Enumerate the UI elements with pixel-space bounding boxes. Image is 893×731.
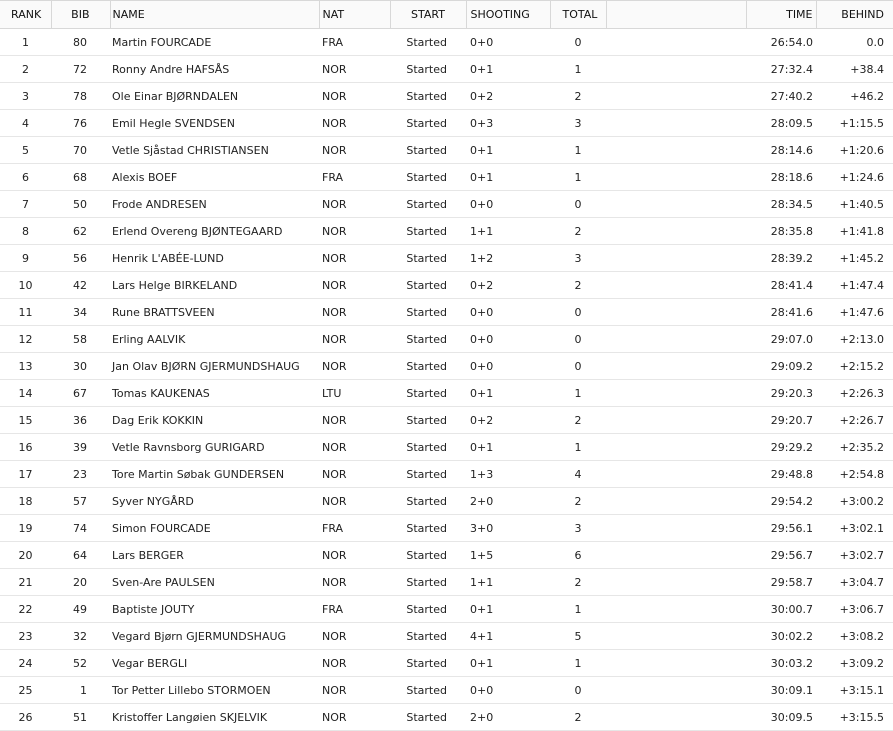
cell-time: 28:35.8: [746, 218, 816, 245]
cell-time: 29:54.2: [746, 488, 816, 515]
table-row: [0, 677, 893, 704]
cell-total: 2: [550, 488, 606, 515]
cell-nat: FRA: [319, 596, 390, 623]
cell-rank: 6: [0, 164, 51, 191]
cell-spacer: [606, 542, 746, 569]
cell-nat: NOR: [319, 407, 390, 434]
cell-total: 2: [550, 704, 606, 731]
cell-start: Started: [390, 407, 466, 434]
cell-rank: 25: [0, 677, 51, 704]
cell-total: 0: [550, 299, 606, 326]
cell-name: Vegar BERGLI: [110, 650, 319, 677]
cell-name: Tomas KAUKENAS: [110, 380, 319, 407]
cell-spacer: [606, 515, 746, 542]
cell-shooting: 0+2: [466, 407, 550, 434]
cell-rank: 1: [0, 29, 51, 56]
cell-behind: +3:15.1: [816, 677, 893, 704]
cell-rank: 20: [0, 542, 51, 569]
cell-total: 0: [550, 326, 606, 353]
cell-name: Jan Olav BJØRN GJERMUNDSHAUG: [110, 353, 319, 380]
cell-shooting: 0+1: [466, 650, 550, 677]
cell-shooting: 0+1: [466, 434, 550, 461]
cell-shooting: 2+0: [466, 704, 550, 731]
col-header-spacer: [606, 1, 746, 29]
cell-nat: NOR: [319, 272, 390, 299]
cell-time: 29:20.7: [746, 407, 816, 434]
cell-behind: +2:15.2: [816, 353, 893, 380]
cell-total: 1: [550, 650, 606, 677]
cell-behind: +1:40.5: [816, 191, 893, 218]
table-row: [0, 326, 893, 353]
table-row: [0, 488, 893, 515]
cell-spacer: [606, 704, 746, 731]
table-row: [0, 299, 893, 326]
cell-bib: 42: [51, 272, 110, 299]
cell-shooting: 1+5: [466, 542, 550, 569]
cell-start: Started: [390, 299, 466, 326]
cell-spacer: [606, 137, 746, 164]
cell-name: Frode ANDRESEN: [110, 191, 319, 218]
cell-time: 28:09.5: [746, 110, 816, 137]
cell-bib: 64: [51, 542, 110, 569]
cell-start: Started: [390, 650, 466, 677]
cell-bib: 50: [51, 191, 110, 218]
cell-spacer: [606, 29, 746, 56]
cell-shooting: 0+1: [466, 56, 550, 83]
cell-behind: +3:02.7: [816, 542, 893, 569]
cell-total: 1: [550, 164, 606, 191]
cell-rank: 18: [0, 488, 51, 515]
table-row: [0, 650, 893, 677]
cell-bib: 51: [51, 704, 110, 731]
cell-bib: 57: [51, 488, 110, 515]
cell-total: 4: [550, 461, 606, 488]
cell-name: Emil Hegle SVENDSEN: [110, 110, 319, 137]
table-row: [0, 29, 893, 56]
cell-behind: +2:13.0: [816, 326, 893, 353]
cell-time: 29:07.0: [746, 326, 816, 353]
cell-shooting: 0+1: [466, 137, 550, 164]
cell-behind: +1:45.2: [816, 245, 893, 272]
cell-nat: NOR: [319, 56, 390, 83]
cell-bib: 62: [51, 218, 110, 245]
cell-start: Started: [390, 218, 466, 245]
cell-spacer: [606, 191, 746, 218]
table-row: [0, 353, 893, 380]
cell-start: Started: [390, 83, 466, 110]
cell-start: Started: [390, 353, 466, 380]
cell-behind: +3:09.2: [816, 650, 893, 677]
cell-time: 28:18.6: [746, 164, 816, 191]
cell-rank: 12: [0, 326, 51, 353]
cell-behind: +1:24.6: [816, 164, 893, 191]
cell-start: Started: [390, 272, 466, 299]
col-header-nat[interactable]: NAT: [319, 1, 390, 29]
cell-bib: 58: [51, 326, 110, 353]
table-row: [0, 218, 893, 245]
cell-rank: 24: [0, 650, 51, 677]
cell-shooting: 0+0: [466, 326, 550, 353]
cell-shooting: 0+2: [466, 83, 550, 110]
cell-name: Tor Petter Lillebo STORMOEN: [110, 677, 319, 704]
table-row: [0, 245, 893, 272]
cell-rank: 13: [0, 353, 51, 380]
cell-behind: +1:41.8: [816, 218, 893, 245]
cell-bib: 72: [51, 56, 110, 83]
cell-time: 29:56.1: [746, 515, 816, 542]
cell-start: Started: [390, 164, 466, 191]
cell-rank: 16: [0, 434, 51, 461]
col-header-time[interactable]: TIME: [746, 1, 816, 29]
cell-shooting: 1+3: [466, 461, 550, 488]
cell-name: Henrik L'ABÉE-LUND: [110, 245, 319, 272]
cell-time: 27:40.2: [746, 83, 816, 110]
cell-behind: +46.2: [816, 83, 893, 110]
cell-bib: 39: [51, 434, 110, 461]
cell-bib: 74: [51, 515, 110, 542]
cell-behind: +3:06.7: [816, 596, 893, 623]
cell-time: 30:03.2: [746, 650, 816, 677]
cell-bib: 76: [51, 110, 110, 137]
cell-name: Erlend Overeng BJØNTEGAARD: [110, 218, 319, 245]
cell-time: 28:41.4: [746, 272, 816, 299]
cell-rank: 9: [0, 245, 51, 272]
cell-rank: 4: [0, 110, 51, 137]
cell-spacer: [606, 326, 746, 353]
cell-shooting: 4+1: [466, 623, 550, 650]
cell-bib: 56: [51, 245, 110, 272]
cell-behind: +3:04.7: [816, 569, 893, 596]
cell-spacer: [606, 488, 746, 515]
cell-time: 30:00.7: [746, 596, 816, 623]
cell-nat: FRA: [319, 164, 390, 191]
cell-spacer: [606, 407, 746, 434]
table-row: [0, 56, 893, 83]
col-header-shooting[interactable]: SHOOTING: [466, 1, 550, 29]
cell-nat: NOR: [319, 326, 390, 353]
cell-start: Started: [390, 542, 466, 569]
cell-nat: NOR: [319, 488, 390, 515]
cell-spacer: [606, 164, 746, 191]
cell-bib: 30: [51, 353, 110, 380]
cell-total: 0: [550, 191, 606, 218]
col-header-start[interactable]: START: [390, 1, 466, 29]
cell-total: 6: [550, 542, 606, 569]
cell-behind: +2:26.7: [816, 407, 893, 434]
cell-nat: NOR: [319, 137, 390, 164]
cell-start: Started: [390, 326, 466, 353]
cell-behind: +1:47.6: [816, 299, 893, 326]
cell-time: 30:02.2: [746, 623, 816, 650]
cell-name: Tore Martin Søbak GUNDERSEN: [110, 461, 319, 488]
cell-nat: LTU: [319, 380, 390, 407]
cell-rank: 5: [0, 137, 51, 164]
cell-shooting: 2+0: [466, 488, 550, 515]
cell-nat: NOR: [319, 83, 390, 110]
table-row: [0, 272, 893, 299]
cell-shooting: 1+1: [466, 569, 550, 596]
col-header-total[interactable]: TOTAL: [550, 1, 606, 29]
cell-time: 29:09.2: [746, 353, 816, 380]
cell-nat: NOR: [319, 650, 390, 677]
cell-start: Started: [390, 434, 466, 461]
cell-shooting: 0+0: [466, 29, 550, 56]
cell-rank: 3: [0, 83, 51, 110]
cell-bib: 67: [51, 380, 110, 407]
cell-bib: 20: [51, 569, 110, 596]
cell-name: Martin FOURCADE: [110, 29, 319, 56]
cell-start: Started: [390, 110, 466, 137]
cell-name: Erling AALVIK: [110, 326, 319, 353]
cell-nat: NOR: [319, 245, 390, 272]
cell-total: 2: [550, 218, 606, 245]
cell-time: 28:14.6: [746, 137, 816, 164]
cell-rank: 23: [0, 623, 51, 650]
cell-rank: 10: [0, 272, 51, 299]
cell-behind: +3:02.1: [816, 515, 893, 542]
cell-spacer: [606, 56, 746, 83]
table-row: [0, 623, 893, 650]
cell-time: 29:20.3: [746, 380, 816, 407]
cell-start: Started: [390, 29, 466, 56]
cell-shooting: 1+1: [466, 218, 550, 245]
cell-time: 29:29.2: [746, 434, 816, 461]
cell-shooting: 0+1: [466, 596, 550, 623]
cell-time: 30:09.5: [746, 704, 816, 731]
cell-shooting: 0+0: [466, 299, 550, 326]
cell-time: 28:41.6: [746, 299, 816, 326]
cell-total: 1: [550, 137, 606, 164]
cell-time: 29:56.7: [746, 542, 816, 569]
cell-shooting: 0+1: [466, 380, 550, 407]
cell-rank: 17: [0, 461, 51, 488]
cell-spacer: [606, 83, 746, 110]
cell-time: 27:32.4: [746, 56, 816, 83]
cell-behind: +1:20.6: [816, 137, 893, 164]
col-header-behind[interactable]: BEHIND: [816, 1, 893, 29]
cell-shooting: 0+2: [466, 272, 550, 299]
cell-total: 1: [550, 596, 606, 623]
cell-start: Started: [390, 569, 466, 596]
cell-bib: 34: [51, 299, 110, 326]
cell-spacer: [606, 380, 746, 407]
cell-shooting: 0+0: [466, 191, 550, 218]
cell-behind: +3:15.5: [816, 704, 893, 731]
cell-total: 2: [550, 407, 606, 434]
cell-behind: +3:00.2: [816, 488, 893, 515]
cell-total: 0: [550, 353, 606, 380]
cell-total: 3: [550, 110, 606, 137]
cell-behind: +38.4: [816, 56, 893, 83]
cell-name: Vegard Bjørn GJERMUNDSHAUG: [110, 623, 319, 650]
table-row: [0, 569, 893, 596]
cell-total: 3: [550, 245, 606, 272]
cell-start: Started: [390, 56, 466, 83]
cell-start: Started: [390, 515, 466, 542]
cell-bib: 32: [51, 623, 110, 650]
cell-spacer: [606, 110, 746, 137]
cell-behind: +2:26.3: [816, 380, 893, 407]
cell-bib: 36: [51, 407, 110, 434]
cell-total: 0: [550, 29, 606, 56]
cell-bib: 23: [51, 461, 110, 488]
table-row: [0, 596, 893, 623]
cell-behind: +2:54.8: [816, 461, 893, 488]
cell-name: Alexis BOEF: [110, 164, 319, 191]
cell-rank: 8: [0, 218, 51, 245]
cell-spacer: [606, 677, 746, 704]
cell-total: 1: [550, 56, 606, 83]
cell-name: Vetle Ravnsborg GURIGARD: [110, 434, 319, 461]
cell-rank: 2: [0, 56, 51, 83]
cell-spacer: [606, 245, 746, 272]
cell-bib: 49: [51, 596, 110, 623]
cell-spacer: [606, 461, 746, 488]
cell-nat: NOR: [319, 299, 390, 326]
cell-start: Started: [390, 704, 466, 731]
cell-spacer: [606, 272, 746, 299]
cell-name: Rune BRATTSVEEN: [110, 299, 319, 326]
cell-start: Started: [390, 596, 466, 623]
table-row: [0, 83, 893, 110]
cell-time: 29:58.7: [746, 569, 816, 596]
cell-nat: NOR: [319, 353, 390, 380]
cell-shooting: 0+0: [466, 677, 550, 704]
cell-shooting: 3+0: [466, 515, 550, 542]
cell-total: 5: [550, 623, 606, 650]
cell-rank: 15: [0, 407, 51, 434]
table-row: [0, 407, 893, 434]
col-header-rank[interactable]: RANK: [0, 1, 51, 29]
cell-name: Dag Erik KOKKIN: [110, 407, 319, 434]
cell-total: 2: [550, 272, 606, 299]
cell-start: Started: [390, 137, 466, 164]
table-row: [0, 461, 893, 488]
table-row: [0, 137, 893, 164]
table-row: [0, 542, 893, 569]
cell-nat: FRA: [319, 515, 390, 542]
cell-nat: NOR: [319, 461, 390, 488]
cell-start: Started: [390, 380, 466, 407]
cell-rank: 19: [0, 515, 51, 542]
cell-rank: 22: [0, 596, 51, 623]
cell-spacer: [606, 353, 746, 380]
cell-start: Started: [390, 488, 466, 515]
table-row: [0, 110, 893, 137]
cell-rank: 21: [0, 569, 51, 596]
cell-total: 3: [550, 515, 606, 542]
cell-rank: 7: [0, 191, 51, 218]
table-row: [0, 191, 893, 218]
table-row: [0, 380, 893, 407]
cell-rank: 26: [0, 704, 51, 731]
cell-name: Ole Einar BJØRNDALEN: [110, 83, 319, 110]
cell-rank: 11: [0, 299, 51, 326]
cell-behind: +1:15.5: [816, 110, 893, 137]
cell-bib: 1: [51, 677, 110, 704]
cell-time: 28:39.2: [746, 245, 816, 272]
cell-behind: 0.0: [816, 29, 893, 56]
cell-name: Baptiste JOUTY: [110, 596, 319, 623]
table-row: [0, 515, 893, 542]
cell-shooting: 0+0: [466, 353, 550, 380]
cell-shooting: 0+1: [466, 164, 550, 191]
cell-nat: FRA: [319, 29, 390, 56]
table-row: [0, 704, 893, 731]
cell-name: Lars Helge BIRKELAND: [110, 272, 319, 299]
cell-time: 26:54.0: [746, 29, 816, 56]
cell-name: Kristoffer Langøien SKJELVIK: [110, 704, 319, 731]
cell-name: Simon FOURCADE: [110, 515, 319, 542]
cell-name: Sven-Are PAULSEN: [110, 569, 319, 596]
cell-total: 2: [550, 83, 606, 110]
cell-name: Lars BERGER: [110, 542, 319, 569]
cell-time: 30:09.1: [746, 677, 816, 704]
cell-total: 2: [550, 569, 606, 596]
cell-time: 29:48.8: [746, 461, 816, 488]
cell-behind: +2:35.2: [816, 434, 893, 461]
cell-spacer: [606, 596, 746, 623]
cell-total: 0: [550, 677, 606, 704]
cell-start: Started: [390, 191, 466, 218]
cell-bib: 80: [51, 29, 110, 56]
cell-bib: 78: [51, 83, 110, 110]
cell-nat: NOR: [319, 434, 390, 461]
cell-spacer: [606, 434, 746, 461]
col-header-bib[interactable]: BIB: [51, 1, 110, 29]
cell-nat: NOR: [319, 218, 390, 245]
cell-nat: NOR: [319, 569, 390, 596]
cell-nat: NOR: [319, 623, 390, 650]
cell-spacer: [606, 218, 746, 245]
cell-bib: 52: [51, 650, 110, 677]
cell-nat: NOR: [319, 704, 390, 731]
cell-name: Vetle Sjåstad CHRISTIANSEN: [110, 137, 319, 164]
results-body: [0, 29, 893, 731]
col-header-name[interactable]: NAME: [110, 1, 319, 29]
cell-behind: +1:47.4: [816, 272, 893, 299]
cell-behind: +3:08.2: [816, 623, 893, 650]
cell-bib: 68: [51, 164, 110, 191]
cell-nat: NOR: [319, 191, 390, 218]
cell-start: Started: [390, 245, 466, 272]
table-row: [0, 164, 893, 191]
table-row: [0, 434, 893, 461]
cell-shooting: 1+2: [466, 245, 550, 272]
cell-total: 1: [550, 380, 606, 407]
cell-spacer: [606, 650, 746, 677]
cell-nat: NOR: [319, 677, 390, 704]
cell-spacer: [606, 569, 746, 596]
cell-nat: NOR: [319, 110, 390, 137]
cell-spacer: [606, 299, 746, 326]
cell-start: Started: [390, 677, 466, 704]
cell-nat: NOR: [319, 542, 390, 569]
cell-spacer: [606, 623, 746, 650]
cell-total: 1: [550, 434, 606, 461]
cell-name: Ronny Andre HAFSÅS: [110, 56, 319, 83]
cell-rank: 14: [0, 380, 51, 407]
cell-time: 28:34.5: [746, 191, 816, 218]
cell-start: Started: [390, 461, 466, 488]
cell-shooting: 0+3: [466, 110, 550, 137]
header-row: [0, 1, 893, 29]
cell-start: Started: [390, 623, 466, 650]
cell-name: Syver NYGÅRD: [110, 488, 319, 515]
cell-bib: 70: [51, 137, 110, 164]
